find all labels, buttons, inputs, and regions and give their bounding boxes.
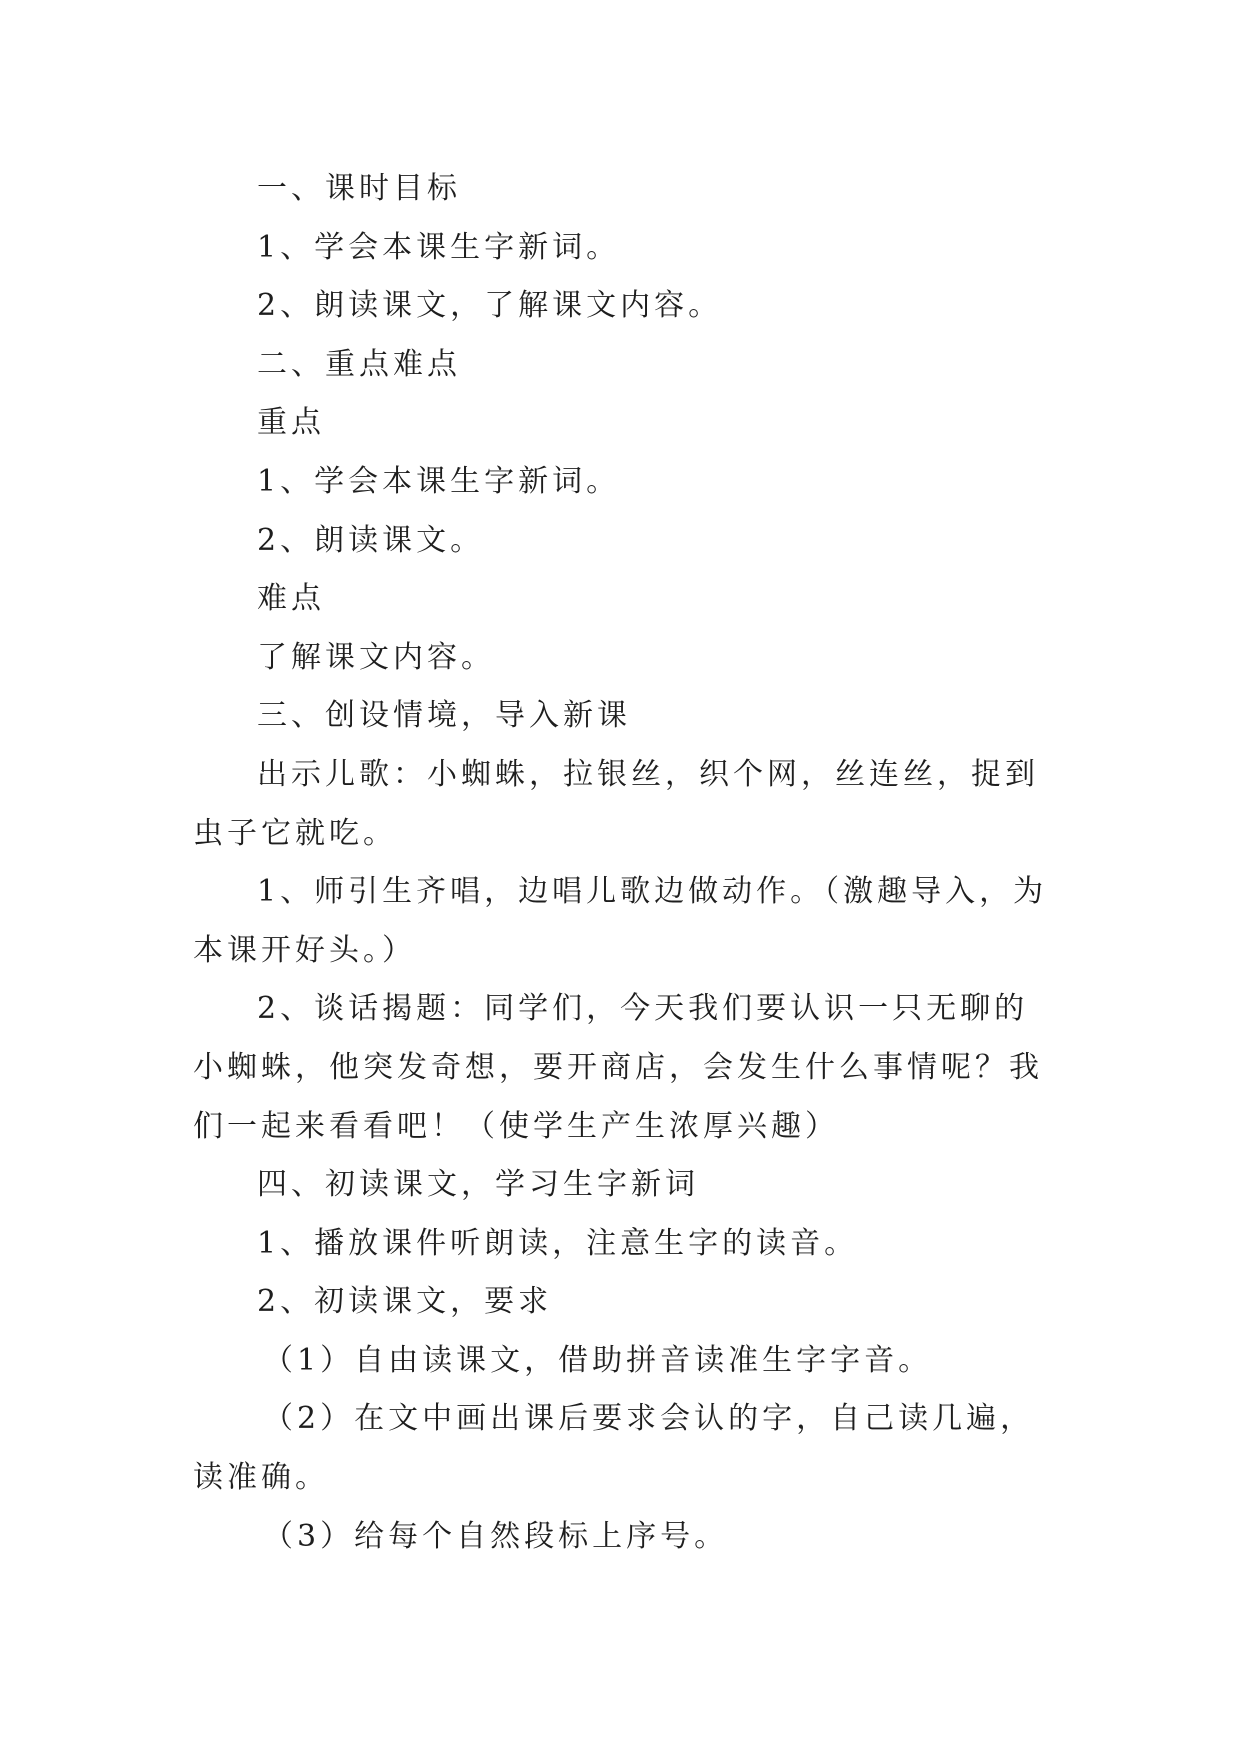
key-point-item: 1、学会本课生字新词。 bbox=[257, 463, 621, 499]
reading-requirement: （3）给每个自然段标上序号。 bbox=[263, 1518, 729, 1554]
document-body bbox=[193, 160, 1055, 1566]
introduction-step: 1、师引生齐唱，边唱儿歌边做动作。（激趣导入，为本课开好头。） bbox=[193, 874, 1048, 968]
introduction-step: 2、谈话揭题：同学们，今天我们要认识一只无聊的小蜘蛛，他突发奇想，要开商店，会发生什么事情呢？我们一起来看看吧！（使学生产生浓厚兴趣） bbox=[193, 991, 1043, 1144]
key-point-item: 2、朗读课文。 bbox=[257, 522, 485, 558]
nursery-rhyme: 出示儿歌：小蜘蛛，拉银丝，织个网，丝连丝，捉到虫子它就吃。 bbox=[193, 756, 1039, 851]
heading-key-difficult-points: 二、重点难点 bbox=[257, 346, 461, 382]
reading-step: 2、初读课文，要求 bbox=[257, 1284, 553, 1320]
subheading-key-points: 重点 bbox=[257, 405, 325, 441]
reading-requirement: （1）自由读课文，借助拼音读准生字字音。 bbox=[263, 1342, 933, 1378]
reading-step: 1、播放课件听朗读，注意生字的读音。 bbox=[257, 1225, 859, 1261]
heading-introduction: 三、创设情境，导入新课 bbox=[257, 698, 631, 734]
reading-requirement: （2）在文中画出课后要求会认的字，自己读几遍，读准确。 bbox=[193, 1401, 1035, 1496]
heading-objectives: 一、课时目标 bbox=[257, 171, 461, 206]
difficult-point-item: 了解课文内容。 bbox=[257, 639, 495, 675]
heading-first-reading: 四、初读课文，学习生字新词 bbox=[257, 1167, 699, 1203]
subheading-difficult-points: 难点 bbox=[257, 581, 325, 617]
objective-item: 1、学会本课生字新词。 bbox=[257, 229, 621, 265]
objective-item: 2、朗读课文，了解课文内容。 bbox=[257, 288, 723, 324]
